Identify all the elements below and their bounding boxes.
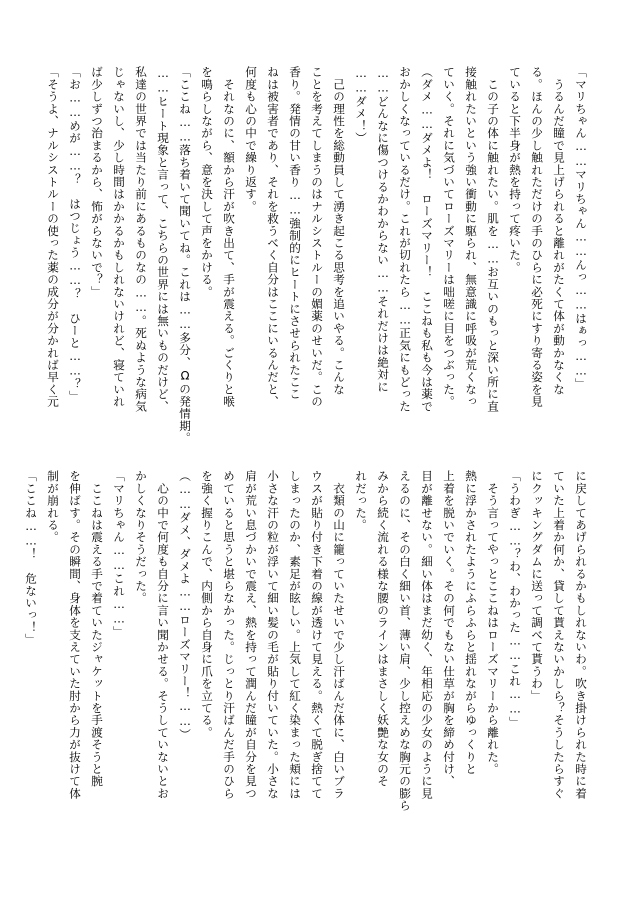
text-line: を鳴らしながら、意を決して声をかける。 [200, 66, 214, 298]
text-line: ていく。それに気づいてローズマリーは咄嗟に目をつぶった。 [442, 66, 456, 408]
text-line: 心の中で何度も自分に言い聞かせる。そうしていないとお [156, 470, 170, 800]
text-line: を強く握りこんで、内側から自身に爪を立てる。 [200, 470, 214, 739]
text-line: 肩が荒い息づかいで震え、熱を持って潤んだ瞳が自分を見つ [244, 470, 258, 800]
text-line: えるのに、その白く細い首、薄い肩、少し控えめな胸元の膨ら [398, 470, 412, 812]
text-line: 目が離せない。細い体はまだ幼く、年相応の少女のように見 [420, 470, 434, 800]
text-line: 「うわぎ……？わ、わかった……これ……」 [508, 470, 522, 729]
text-line: （……ダメ、ダメよ……ローズマリー！……） [178, 470, 192, 741]
text-line: にクッキングダムに送って調べて貰うわ」 [530, 470, 544, 702]
text-line: 熱に浮かされたようにふらふらと揺れながらゆっくりと [464, 470, 478, 775]
text-line: 「マリちゃん……これ……」 [112, 470, 126, 639]
text-line: 「マリちゃん……マリちゃん……んっ……はぁっ……」 [574, 66, 588, 391]
text-line: かしくなりそうだった。 [134, 470, 148, 605]
text-line: おかしくなっているだけ。これが切れたら……正気にもどった [398, 66, 412, 413]
text-line: ば少しずつ治まるから、怖がらないで？」 [90, 66, 104, 298]
text-line: ……ダメ！） [354, 66, 368, 144]
text-line: 「ここね……落ち着いて聞いてね。これは……多分、Ωの発情期。 [178, 66, 192, 444]
text-line: みから続く流れる様な腰のラインはまさしく妖艶な女のそ [376, 470, 390, 788]
text-line: ことを考えてしまうのはナルシストルーの媚薬のせいだ。この [310, 66, 324, 408]
text-line: それなのに、額から汗が吹き出て、手が震える。ごくりと喉 [222, 66, 236, 408]
text-line: 制が崩れる。 [46, 470, 60, 544]
text-line: この子の体に触れたい。肌を……お互いのもっと深い所に直 [486, 66, 500, 413]
text-line: （ダメ……ダメよ！ ローズマリー！ ここねも私も今は薬で [420, 66, 434, 413]
text-line: 私達の世界では当たり前にあるものなの……。死ぬような病気 [134, 66, 148, 413]
text-line: じゃないし、少し時間はかかるかもしれないけれど、寝ていれ [112, 66, 126, 408]
text-line: 「お……めが……？ はつじょう……？ ひーと……？」 [68, 66, 82, 403]
text-line: めていると思うと堪らなかった。じっとり汗ばんだ手のひら [222, 470, 236, 800]
text-line: 「そうよ、ナルシストルーの使った薬の成分が分かれば早く元 [46, 66, 60, 408]
text-line: る。ほんの少し触れただけの手のひらに必死にすり寄る姿を見 [530, 66, 544, 408]
text-line: を伸ばす。その瞬間、身体を支えていた肘から力が抜けて体 [68, 470, 82, 800]
text-line: ねは被害者であり、それを救うべく自分はここにいるんだと、 [266, 66, 280, 408]
text-line: に戻してあげられるかもしれないわ。吹き掛けられた時に着 [574, 470, 588, 800]
text-tier-top [46, 66, 592, 464]
text-line: 接触れたいという強い衝動に駆られ、無意識に呼吸が荒くなっ [464, 66, 478, 408]
text-line: 上着を脱いでいく。その何でもない仕草が胸を締め付け、 [442, 470, 456, 788]
text-line: 「ここね……！ 危ないっ！」 [24, 470, 38, 646]
text-line: れだった。 [354, 470, 368, 531]
text-line: 衣類の山に籠っていたせいで少し汗ばんだ体に、白いブラ [332, 470, 346, 800]
text-line: うるんだ瞳で見上げられると離れがたくて体が動かなくな [552, 66, 566, 396]
text-line: 何度も心の中で繰り返す。 [244, 66, 258, 213]
text-line: しまったのか、素足が眩しい。上気して紅く染まった頬には [288, 470, 302, 800]
text-line: ……どんなに傷つけるかわからない……それだけは絶対に [376, 66, 390, 393]
text-line: ていると下半身が熱を持って疼いた。 [508, 66, 522, 274]
text-line: ここねは震える手で着ていたジャケットを手渡そうと腕 [90, 470, 104, 788]
text-line: ウスが貼り付き下着の線が透けて見える。熱くて脱ぎ捨てて [310, 470, 324, 800]
text-line: ……ヒート現象と言って、こちらの世界には無いものだけど、 [156, 66, 170, 413]
text-tier-bottom [24, 470, 592, 850]
text-line: 香り。発情の甘い香り……強制的にヒートにさせられたここ [288, 66, 302, 401]
text-line: ていた上着か何か、貸して貰えないかしら？そうしたらすぐ [552, 470, 566, 800]
text-line: 己の理性を総動員して湧き起こる思考を追いやる。こんな [332, 66, 346, 396]
text-line: そう言ってやっとここねはローズマリーから離れた。 [486, 470, 500, 775]
text-line: 小さな汗の粒が浮いて細い髪の毛が貼り付いていた。小さな [266, 470, 280, 800]
